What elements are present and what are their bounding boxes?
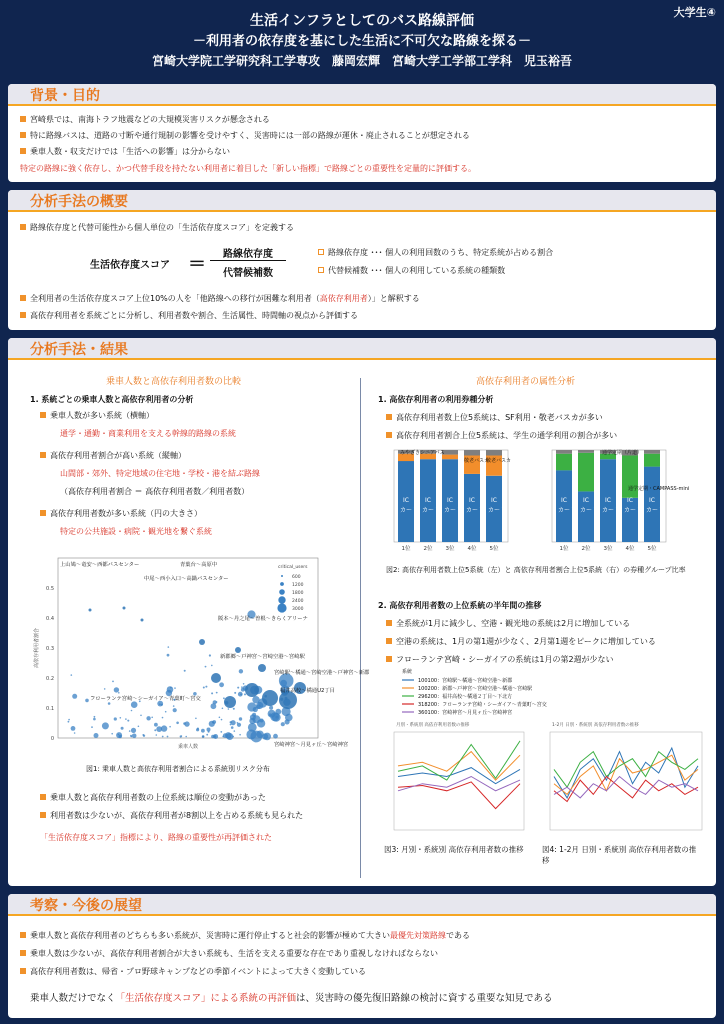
scatter-point [71, 726, 76, 731]
scatter-point [233, 708, 235, 710]
bar-segment [464, 450, 480, 456]
list-item: 乗車人数が多い系統（横軸） [40, 410, 154, 421]
scatter-point [184, 670, 186, 672]
bar-label: カード [602, 507, 621, 514]
bar-label: IC [561, 497, 567, 504]
section-title: 分析手法の概要 [30, 194, 128, 210]
list-item: 空港の系統は、1月の第1週が少なく、2月第1週をピークに増加している [386, 636, 656, 647]
scatter-point [181, 735, 183, 737]
x-tick-label: 3位 [603, 546, 613, 552]
scatter-annotation: 上山鳩〜竜安〜西都バスセンター [60, 562, 140, 568]
scatter-point [219, 717, 221, 719]
fraction-bar [210, 260, 286, 261]
scatter-point [161, 725, 167, 731]
scatter-point [216, 701, 218, 703]
background-section [8, 84, 716, 182]
method-section [8, 190, 716, 330]
poster-subtitle: －利用者の依存度を基にした生活に不可欠な路線を探る－ [192, 34, 531, 49]
list-item: 高依存利用者数は、帰省・プロ野球キャンプなどの季節イベントによって大きく変動している [20, 966, 366, 977]
scatter-point [221, 719, 223, 721]
legend-marker [280, 582, 284, 586]
bar-label: カード [646, 507, 665, 514]
chart-title: 月別・系統別 高依存利用者数の推移 [396, 723, 470, 728]
list-item: 乗車人数・収支だけでは「生活への影響」は分からない [20, 146, 230, 157]
bar-label: IC [649, 497, 655, 504]
score-label: 生活依存度スコア [90, 260, 170, 271]
formula-note: （高依存利用者割合 ＝ 高依存利用者数／利用者数） [60, 487, 250, 496]
scatter-point [146, 716, 150, 720]
legend-label: 100200：新郡〜戸神宮〜宮崎空港〜橘通〜宮崎駅 [418, 686, 533, 692]
list-item: 高依存利用者割合が高い系統（縦軸） [40, 450, 186, 461]
scatter-point [237, 687, 239, 689]
scatter-point [199, 639, 205, 645]
result-highlight: 特定の公共施設・病院・観光地を繋ぐ系統 [60, 527, 212, 536]
scatter-point [127, 720, 129, 722]
scatter-point [219, 682, 224, 687]
scatter-point [162, 736, 164, 738]
monthly-line-chart [380, 718, 530, 840]
legend-label: 1200 [292, 583, 304, 588]
legend-title: critical_users [278, 565, 308, 570]
legend-label: 360100：宮崎神宮〜月見ヶ丘〜宮崎神宮 [418, 710, 513, 716]
scatter-point [118, 692, 120, 694]
scatter-point [258, 664, 266, 672]
scatter-point [239, 734, 241, 736]
chart-annotation: 敬老バスカ [464, 458, 490, 464]
scatter-point [140, 715, 142, 717]
left-column-heading: 乗車人数と高依存利用者数の比較 [106, 377, 242, 387]
scatter-point [114, 687, 119, 692]
scatter-point [93, 718, 96, 721]
y-tick-label: 0 [50, 736, 54, 742]
scatter-point [112, 681, 114, 683]
scatter-point [243, 683, 245, 685]
y-axis-label: 高依存利用者割合 [34, 627, 40, 669]
list-item: 高依存利用者を系統ごとに分析し、利用者数や割合、生活属性、時間軸の視点から評価する [20, 310, 358, 321]
bar-label: カード [444, 507, 463, 514]
figure-caption: 図2: 高依存利用者数上位5系統（左）と 高依存利用者割合上位5系統（右）の券種グループ比率 [386, 566, 686, 574]
definition-item: 代替候補数 ･･･ 個人の利用している系統の種類数 [318, 265, 505, 276]
scatter-annotation: 新郡郷〜戸神宮〜宮崎空港〜宮崎駅 [220, 654, 305, 660]
legend-label: 3000 [292, 607, 304, 612]
scatter-point [123, 607, 126, 610]
scatter-point [216, 692, 218, 694]
x-axis-label: 乗車人数 [177, 744, 199, 750]
scatter-point [169, 726, 171, 728]
scatter-point [111, 733, 113, 735]
scatter-point [167, 736, 169, 738]
legend-label: 296200：福井高校〜橘通２丁目〜下北方 [418, 694, 513, 700]
line-chart-legend [398, 668, 618, 720]
scatter-point [138, 726, 140, 728]
scatter-point [234, 730, 236, 732]
scatter-point [154, 729, 156, 731]
scatter-point [247, 702, 256, 711]
bar-label: カード [580, 507, 599, 514]
scatter-point [231, 726, 234, 729]
bar-label: IC [425, 497, 431, 504]
scatter-point [241, 688, 245, 692]
scatter-point [74, 732, 76, 734]
scatter-point [108, 702, 111, 705]
scatter-point [174, 687, 176, 689]
legend-marker [277, 603, 286, 612]
bar-label: IC [605, 497, 611, 504]
chart-annotation: みやざきシニアパス [400, 450, 445, 456]
category-badge: 大学生④ [673, 6, 716, 19]
scatter-point [91, 726, 93, 728]
scatter-point [275, 709, 281, 715]
legend-title: 系統 [402, 669, 413, 675]
scatter-point [222, 708, 224, 710]
bar-label: カード [422, 507, 441, 514]
scatter-point [71, 674, 73, 676]
chart-annotation: 通学定期（片道） [602, 450, 643, 456]
list-item: 利用者数は少ないが、高依存利用者が8割以上を占める系統も見られた [40, 810, 303, 821]
bar-label: カード [558, 507, 577, 514]
scatter-point [202, 735, 205, 738]
section-title: 背景・目的 [30, 88, 100, 104]
list-item: 高依存利用者数が多い系統（円の大きさ） [40, 508, 202, 519]
legend-label: 318200：フローランテ宮崎・シーガイア〜青葉町〜宮交 [418, 702, 547, 708]
equals-sign: ＝ [188, 254, 206, 275]
scatter-point [237, 722, 239, 724]
scatter-point [142, 734, 144, 736]
section-title: 分析手法・結果 [30, 342, 128, 358]
scatter-point [203, 687, 205, 689]
scatter-point [72, 694, 77, 699]
plot-frame [550, 732, 702, 830]
scatter-point [131, 728, 136, 733]
results-section [8, 338, 716, 886]
scatter-point [159, 703, 161, 705]
scatter-point [121, 727, 124, 730]
legend-label: 600 [292, 575, 301, 580]
scatter-point [245, 683, 259, 697]
scatter-annotation: 青葉台〜高原中 [180, 562, 218, 568]
list-item: 乗車人数は少ないが、高依存利用者割合が大きい系統も、生活を支える重要な存在であり重視しなければならない [20, 948, 438, 959]
bar-label: カード [624, 507, 643, 514]
result-highlight: 山間部・郊外、特定地域の住宅地・学校・港を結ぶ路線 [60, 469, 260, 478]
y-tick-label: 0.3 [46, 646, 54, 652]
section-title: 考察・今後の展望 [30, 898, 142, 914]
bar-label: IC [447, 497, 453, 504]
scatter-point [132, 734, 137, 739]
scatter-point [129, 730, 131, 732]
list-item: 宮崎県では、南海トラフ地震などの大規模災害リスクが懸念される [20, 114, 270, 125]
scatter-point [220, 731, 222, 733]
scatter-annotation: 宮崎神宮〜月見ヶ丘〜宮崎神宮 [274, 742, 349, 748]
scatter-annotation: 中尾〜西小入口〜高鍋バスセンター [144, 576, 229, 582]
x-tick-label: 2位 [581, 546, 591, 552]
results-conclusion: 「生活依存度スコア」指標により、路線の重要性が再評価された [40, 833, 272, 842]
scatter-point [205, 686, 207, 688]
y-tick-label: 0.2 [46, 676, 54, 682]
scatter-point [246, 730, 256, 740]
scatter-annotation: 福井高校〜橘通U2丁目 [280, 688, 335, 694]
scatter-annotation: フローランテ宮崎〜シーガイア〜青葉町〜宮交 [90, 696, 201, 702]
poster-title: 生活インフラとしてのバス路線評価 [250, 13, 474, 29]
bar-segment [578, 450, 594, 453]
scatter-point [168, 646, 170, 648]
scatter-point [94, 733, 99, 738]
scatter-point [209, 654, 211, 656]
background-conclusion: 特定の路線に強く依存し、かつ代替手段を持たない利用者に着目した「新しい指標」で路線ごとの重要性を定量的に評価する。 [20, 164, 476, 173]
scatter-point [185, 736, 187, 738]
column-divider [360, 378, 361, 878]
scatter-point [226, 733, 233, 740]
scatter-point [223, 697, 225, 699]
scatter-point [239, 669, 243, 673]
scatter-point [281, 722, 285, 726]
scatter-point [206, 734, 208, 736]
scatter-point [68, 721, 70, 723]
bar-label: IC [491, 497, 497, 504]
legend-marker [278, 596, 285, 603]
bar-segment [486, 450, 502, 456]
scatter-chart [30, 550, 370, 762]
scatter-annotation: 宮崎駅〜橘通〜宮崎空港〜戸神宮〜新郡 [274, 670, 370, 676]
scatter-point [131, 736, 133, 738]
list-item: 乗車人数と高依存利用者数の上位系統は順位の変動があった [40, 792, 266, 803]
subsection-heading: 1. 系統ごとの乗車人数と高依存利用者の分析 [30, 395, 194, 404]
legend-marker [279, 589, 285, 595]
scatter-point [120, 717, 122, 719]
scatter-point [211, 673, 221, 683]
figure-caption: 図1: 乗車人数と高依存利用者割合による系統別リスク分布 [86, 765, 270, 773]
list-item: 乗車人数と高依存利用者のどちらも多い系統が、災害時に運行停止すると社会的影響が極めて大きい最優先対策路線である [20, 930, 470, 941]
scatter-point [125, 718, 127, 720]
bar-label: IC [469, 497, 475, 504]
scatter-point [201, 729, 205, 733]
chart-title: 1-2月 日別・系統別 高依存利用者数の推移 [552, 723, 639, 728]
scatter-point [165, 711, 167, 713]
legend-label: 2400 [292, 599, 304, 604]
list-item: 全利用者の生活依存度スコア上位10%の人を「他路線への移行が困難な利用者（高依存利用者）」と解釈する [20, 293, 420, 304]
bar-segment [644, 450, 660, 454]
scatter-point [211, 692, 213, 694]
x-tick-label: 1位 [559, 546, 569, 552]
bar-label: IC [627, 497, 633, 504]
scatter-point [104, 688, 106, 690]
scatter-point [116, 732, 122, 738]
scatter-point [207, 728, 211, 732]
ticket-bar-chart-left [382, 446, 512, 562]
scatter-point [253, 715, 261, 723]
scatter-point [102, 722, 109, 729]
result-highlight: 通学・通勤・商業利用を支える幹線的路線の系統 [60, 429, 236, 438]
scatter-point [184, 721, 189, 726]
discussion-section [8, 894, 716, 1018]
list-item: 高依存利用者割合上位5系統は、学生の通学利用の割合が多い [386, 430, 617, 441]
scatter-point [176, 722, 179, 725]
scatter-point [114, 717, 117, 720]
scatter-point [205, 666, 207, 668]
chart-annotation: 敬老バスカ [486, 458, 512, 464]
scatter-annotation: 阪本〜丹之尾〜曽根〜きらくアリーナ [218, 616, 308, 622]
x-tick-label: 4位 [467, 546, 477, 552]
list-item: フローランテ宮崎・シーガイアの系統は1月の第2週が少ない [386, 654, 614, 665]
x-tick-label: 5位 [647, 546, 657, 552]
list-item: 高依存利用者数上位5系統は、SF利用・敬老バスカが多い [386, 412, 603, 423]
list-item: 特に路線バスは、道路の寸断や通行規制の影響を受けやすく、災害時には一部の路線が運休・廃止されることが想定される [20, 130, 470, 141]
bar-label: カード [488, 507, 507, 514]
bar-label: カード [466, 507, 485, 514]
chart-annotation: 通学定期・CAMPASS-mini [628, 486, 690, 492]
ticket-bar-chart-right [540, 446, 690, 562]
scatter-point [173, 705, 175, 707]
scatter-point [239, 717, 242, 720]
figure-caption: 図3: 月別・系統別 高依存利用者数の推移 [384, 845, 524, 854]
scatter-point [269, 713, 272, 716]
fraction-denominator: 代替候補数 [223, 268, 273, 279]
scatter-point [162, 717, 164, 719]
poster-authors: 宮崎大学院工学研究科工学専攻 藤岡宏輝 宮崎大学工学部工学科 児玉裕吾 [151, 54, 572, 68]
scatter-point [89, 609, 92, 612]
x-tick-label: 5位 [489, 546, 499, 552]
legend-label: 1800 [292, 591, 304, 596]
bar-segment [644, 454, 660, 467]
poster-header [0, 0, 724, 76]
scatter-point [213, 734, 218, 739]
scatter-point [211, 665, 213, 667]
bar-label: IC [583, 497, 589, 504]
scatter-point [151, 717, 153, 719]
bar-segment [644, 467, 660, 542]
legend-marker [281, 575, 283, 577]
subsection-heading: 2. 高依存利用者数の上位系統の半年間の推移 [378, 601, 542, 610]
scatter-point [240, 694, 242, 696]
scatter-point [167, 654, 170, 657]
scatter-point [224, 696, 236, 708]
x-tick-label: 4位 [625, 546, 635, 552]
scatter-point [231, 720, 236, 725]
y-tick-label: 0.4 [46, 616, 54, 622]
bar-label: IC [403, 497, 409, 504]
fraction-numerator: 路線依存度 [223, 249, 273, 260]
scatter-point [285, 714, 293, 722]
scatter-point [275, 716, 278, 719]
y-tick-label: 0.5 [46, 586, 54, 592]
scatter-point [167, 686, 174, 693]
scatter-point [131, 710, 133, 712]
scatter-point [131, 701, 138, 708]
right-column-heading: 高依存利用者の属性分析 [476, 377, 576, 387]
scatter-point [262, 733, 268, 739]
scatter-point [235, 647, 241, 653]
scatter-point [262, 690, 278, 706]
subsection-heading: 1. 高依存利用者の利用券種分析 [378, 395, 494, 404]
scatter-point [273, 734, 278, 739]
scatter-point [173, 708, 177, 712]
x-tick-label: 3位 [445, 546, 455, 552]
bar-segment [578, 453, 594, 492]
figure-caption: 図4: 1-2月 日別・系統別 高依存利用者数の推移 [542, 845, 697, 865]
list-item: 全系統が1月に減少し、空港・観光地の系統は2月に増加している [386, 618, 630, 629]
legend-label: 100100：宮崎駅〜橘通〜宮崎空港〜新郡 [418, 678, 513, 684]
list-item: 路線依存度と代替可能性から個人単位の「生活依存度スコア」を定義する [20, 222, 294, 233]
scatter-point [68, 719, 70, 721]
scatter-point [141, 619, 144, 622]
daily-line-chart [536, 718, 708, 840]
scatter-point [85, 699, 89, 703]
scatter-point [228, 708, 230, 710]
scatter-point [197, 728, 199, 730]
bar-segment [556, 454, 572, 471]
x-tick-label: 2位 [423, 546, 433, 552]
bar-segment [622, 498, 638, 542]
final-conclusion: 乗車人数だけでなく「生活依存度スコア」による系統の再評価は、災害時の優先復旧路線の検討に資する重要な知見である [30, 993, 553, 1004]
scatter-point [252, 696, 259, 703]
scatter-point [269, 706, 273, 710]
scatter-point [244, 693, 246, 695]
scatter-point [209, 721, 215, 727]
scatter-point [156, 734, 158, 736]
plot-frame [394, 732, 524, 830]
bar-segment [556, 450, 572, 454]
scatter-point [234, 692, 236, 694]
scatter-point [94, 716, 96, 718]
y-tick-label: 0.1 [46, 706, 54, 712]
x-tick-label: 1位 [401, 546, 411, 552]
bar-label: カード [400, 507, 419, 514]
scatter-point [195, 718, 197, 720]
scatter-point [161, 704, 163, 706]
scatter-point [154, 723, 158, 727]
definition-item: 路線依存度 ･･･ 個人の利用回数のうち、特定系統が占める割合 [318, 247, 553, 258]
